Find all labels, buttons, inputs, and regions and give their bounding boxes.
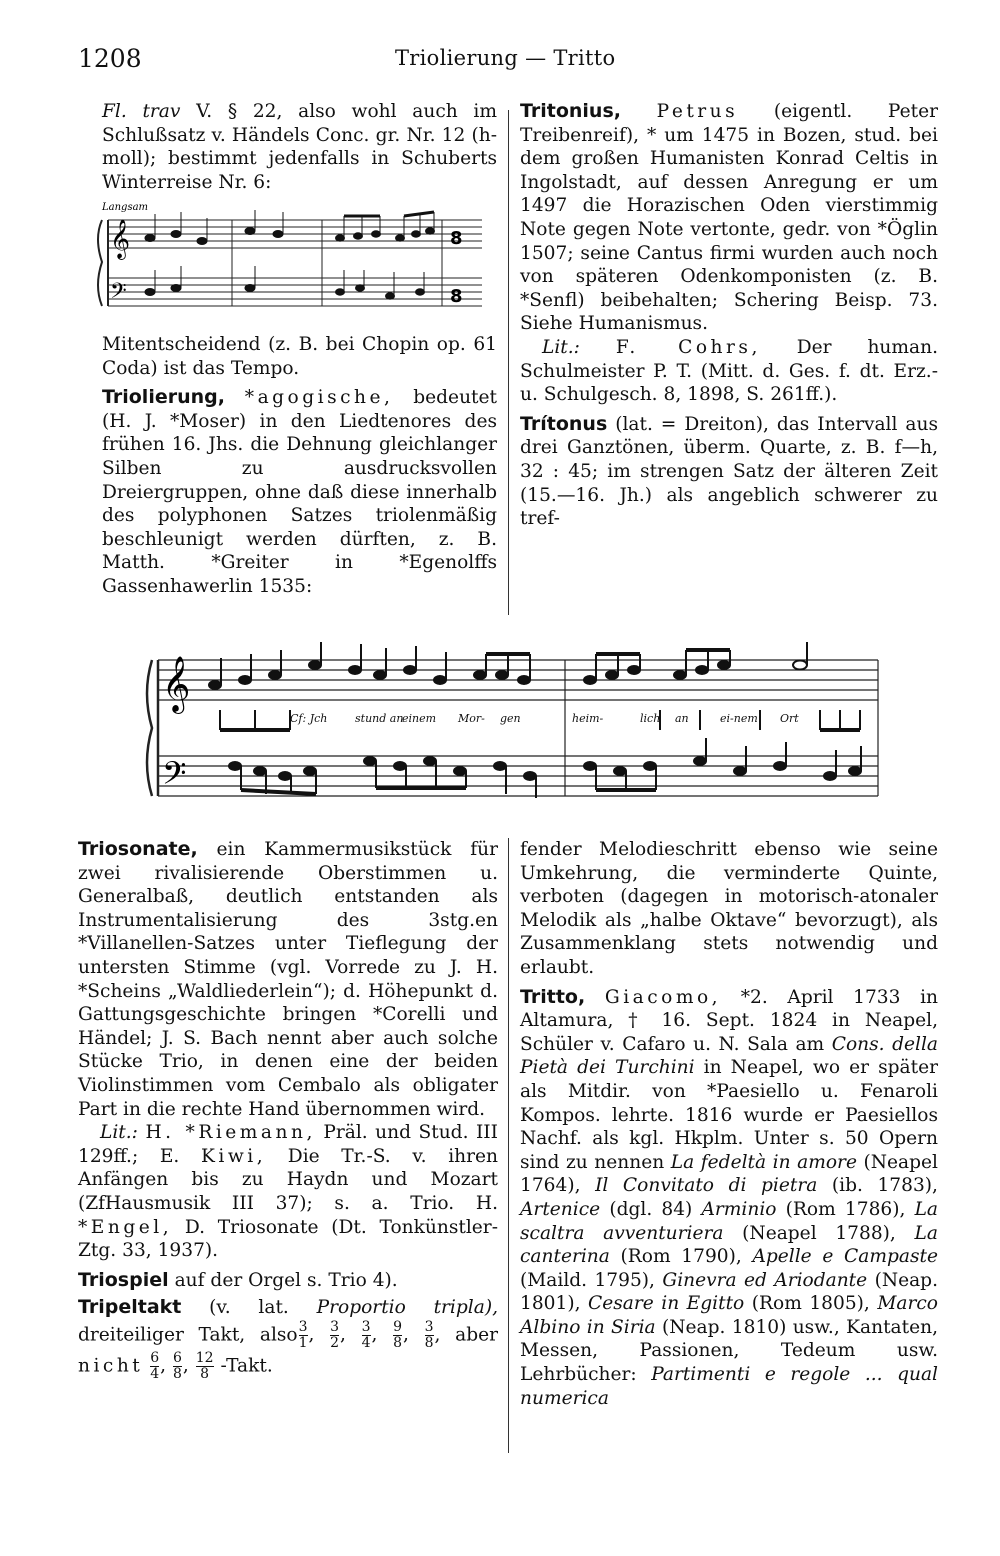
headword: Tripeltakt — [78, 1296, 182, 1319]
svg-text:𝄞: 𝄞 — [110, 219, 131, 259]
svg-text:8: 8 — [450, 286, 463, 307]
lyric: Cf: Jch — [290, 712, 328, 725]
lyric: einem — [402, 712, 437, 725]
paragraph: Fl. trav V. § 22, also wohl auch im Schlußsatz v. Händels Conc. gr. Nr. 12 (h-moll); bestimmt jedenfalls in Schuberts Winterreise Nr. 6: — [102, 101, 497, 193]
entry-tritto: Tritto, Giacomo, *2. April 1733 in Altamura, † 16. Sept. 1824 in Neapel, Schüler v. Cafaro u. N. Sala am Cons. della Pietà dei Turchini in Neapel, wo er später als Mitdir. von *Paesiello u. Fenaroli Kompos. lehrte. 1816 wurde er Paesiellos Nachf. als kgl. Hkplm. Unter s. 50 Opern sind zu nennen La fedeltà in amore (Neapel 1764), Il Convitato di pietra (ib. 1783), Artenice (dgl. 84) Arminio (Rom 1786), La scaltra avventuriera (Neapel 1788), La canterina (Rom 1790), Apelle e Campaste (Maild. 1795), Ginevra ed Ariodante (Neap. 1801), Cesare in Egitto (Rom 1805), Marco Albino in Siria (Neap. 1810) usw., Kantaten, Messen, Passionen, Tedeum usw. Lehrbücher: Partimenti e regole ... qual numerica — [520, 985, 939, 1409]
tempo-marking: Langsam — [102, 202, 149, 213]
entry-tritonus: Trítonus (lat. = Dreiton), das Intervall aus drei Ganztönen, überm. Quarte, z. B. f—h, 32 : 45; im strengen Satz der älteren Zeit (15.—16. Jh.) als angeblich schwerer zu tref- — [520, 412, 938, 530]
page-number: 1208 — [78, 44, 142, 73]
fractions-not-allowed: $\frac{6}{4}$ , $\frac{6}{8}$ , $\frac{12}{8}$ — [150, 1349, 214, 1382]
headword: Trítonus — [520, 412, 608, 435]
fraction: $\frac{9}{8}$ — [393, 1318, 403, 1351]
lyric: ei-nem — [720, 712, 758, 725]
headword: Triospiel — [78, 1268, 169, 1291]
entry-triolierung: Triolierung, *agogische, bedeutet (H. J. *Moser) in den Liedtenores des frühen 16. Jhs. die Dehnung gleichlanger Silben zu ausdrucksvollen Dreiergruppen, ohne daß diese innerhalb des polyphonen Satzes triolenmäßig beschleunigt werden dürften, z. B. Matth. *Greiter in *Egenolffs Gassenhawerlin 1535: — [102, 386, 497, 597]
paragraph: fender Melodieschritt ebenso wie seine Umkehrung, die verminderte Quinte, verboten (dagegen in motorisch-atonaler Melodik als „halbe Oktave“ bevorzugt), als Zusammenklang stets notwendig und erlaubt. — [520, 839, 938, 978]
svg-text:𝄢: 𝄢 — [110, 279, 127, 309]
fraction: $\frac{12}{8}$ — [195, 1349, 214, 1382]
column-divider — [508, 110, 509, 615]
column-divider — [508, 838, 509, 1453]
running-head: Triolierung — Tritto — [395, 46, 616, 70]
fraction: $\frac{3}{2}$ — [330, 1318, 340, 1351]
entry-tripeltakt: Tripeltakt (v. lat. Proportio tripla), dreiteiliger Takt, also $\frac{3}{1}$ , $\frac{3}{2}$ , $\frac{3}{4}$ , $\frac{9}{8}$ , $\frac{3}{8}$ , aber nicht $\frac{6}{4}$ , $\frac{6}{8}$ , $\frac{12}{8}$ -Takt. — [78, 1296, 499, 1382]
music-example-greiter — [140, 638, 882, 800]
lyric: gen — [500, 712, 521, 725]
music-example-schubert — [90, 198, 485, 323]
entry-triospiel: Triospiel auf der Orgel s. Trio 4). — [78, 1268, 398, 1291]
right-column-bottom — [520, 838, 938, 1410]
right-column-top — [520, 100, 938, 531]
headword: Triolierung, — [102, 386, 225, 409]
entry-triosonate: Triosonate, ein Kammermusikstück für zwei rivalisierende Oberstimmen u. Generalbaß, deutlich entstanden als Instrumentalisierung des 3stg.en *Villanellen-Satzes unter Tieflegung der untersten Stimme (vgl. Vorrede zu J. H. *Scheins „Waldliederlein“); d. Höhepunkt d. Gattungsgeschichte bringen *Corelli und Händel; J. S. Bach nennt aber auch solche Stücke Trio, in denen eine der beiden Violinstimmen vom Cembalo als obligater Part in die rechte Hand übernommen wird. — [78, 838, 498, 1120]
fractions-allowed: $\frac{3}{1}$ , $\frac{3}{2}$ , $\frac{3}{4}$ , $\frac{9}{8}$ , $\frac{3}{8}$ — [298, 1318, 434, 1351]
left-column-top — [102, 100, 497, 194]
literature: Lit.: F. Cohrs, Der human. Schulmeister P. T. (Mitt. d. Ges. f. dt. Erz.- u. Schulgesch. 8, 1898, S. 261ff.). — [520, 336, 938, 406]
left-column-bottom — [78, 838, 498, 1382]
svg-text:𝄢: 𝄢 — [162, 755, 187, 799]
left-column-top-2 — [102, 333, 497, 599]
lyric: Ort — [780, 712, 799, 725]
headword: Tritto, — [520, 985, 586, 1008]
headword: Triosonate, — [78, 838, 198, 860]
paragraph: Mitentscheidend (z. B. bei Chopin op. 61 Coda) ist das Tempo. — [102, 334, 497, 379]
lyric: stund an — [355, 712, 404, 725]
svg-text:𝄞: 𝄞 — [162, 656, 191, 712]
lyric: Mor- — [458, 712, 485, 725]
lyric: lich — [640, 712, 661, 725]
svg-text:8: 8 — [450, 228, 463, 249]
headword: Tritonius, — [520, 100, 621, 122]
fraction: $\frac{6}{8}$ — [172, 1349, 182, 1382]
fraction: $\frac{3}{4}$ — [361, 1318, 371, 1351]
literature: Lit.: H. *Riemann, Präl. und Stud. III 129ff.; E. Kiwi, Die Tr.-S. v. ihren Anfängen bis zu Haydn und Mozart (ZfHausmusik III 37); s. a. Trio. H. *Engel, D. Triosonate (Dt. Tonkünstler-Ztg. 33, 1937). — [78, 1122, 498, 1262]
entry-tritonius: Tritonius, Petrus (eigentl. Peter Treibenreif), * um 1475 in Bozen, stud. bei dem großen Humanisten Konrad Celtis in Ingolstadt, auf dessen Anregung er um 1497 die Horazischen Oden vierstimmig Note gegen Note vertonte, gedr. von *Öglin 1507; seine Cantus firmi wurden auch noch von späteren Odenkomponisten (z. B. *Senfl) beibehalten; Schering Beisp. 73. Siehe Humanismus. — [520, 100, 938, 335]
fraction: $\frac{3}{8}$ — [424, 1318, 434, 1351]
fraction: $\frac{6}{4}$ — [150, 1349, 160, 1382]
fraction: $\frac{3}{1}$ — [298, 1318, 308, 1351]
lyric: heim- — [572, 712, 604, 725]
lyric: an — [675, 712, 689, 725]
